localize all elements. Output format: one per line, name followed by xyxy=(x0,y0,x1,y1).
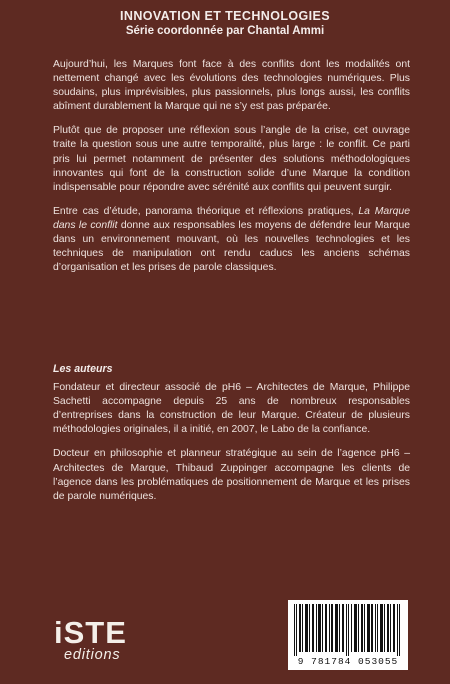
description-paragraph-2: Plutôt que de proposer une réflexion sous l’angle de la crise, cet ouvrage traite la question sous une autre temporalité, plus large : le conflit. Ce parti pris lui permet notamment de présenter des solutions méthodologiques innovantes qui font de la construction solide d’une Marque la condition indispensable pour répondre avec sérénité aux conflits qui peuvent surgir. xyxy=(53,125,410,193)
description-p3-lead: Entre cas d’étude, panorama théorique et réflexions pratiques, xyxy=(53,205,359,217)
logo-iste: iSTE xyxy=(54,615,127,650)
iste-editions-logo xyxy=(50,617,150,662)
series-subtitle: Série coordonnée par Chantal Ammi xyxy=(125,25,325,37)
logo-editions: editions xyxy=(64,647,121,663)
description-paragraph-3 xyxy=(53,205,410,275)
barcode-icon xyxy=(292,604,404,656)
book-title-inline: La Marque dans le conflit xyxy=(53,205,410,231)
author-bio-sachetti: Fondateur et directeur associé de pH6 – Architectes de Marque, Philippe Sachetti accompagne depuis 25 ans de nombreux responsables d’entreprises dans la construction de leur Marque. Créateur de plusieurs méthodologies originales, il a initié, en 2007, le Labo de la confiance. xyxy=(53,382,410,436)
isbn-barcode xyxy=(288,600,408,670)
book-description xyxy=(53,58,410,285)
description-p3-rest: donne aux responsables les moyens de défendre leur Marque dans un environnement mouvant, où les nouvelles technologies et les techniques de manipulation ont rendu caducs les anciens schémas d’organisation et les prises de parole classiques. xyxy=(53,219,411,274)
description-paragraph-1: Aujourd’hui, les Marques font face à des conflits dont les modalités ont nettement changé avec les évolutions des technologies numériques. Plus soudains, plus imprévisibles, plus passionnels, plus longs aussi, les conflits abîment durablement la Marque qui ne s’y est pas préparée. xyxy=(53,59,410,113)
authors-section xyxy=(53,362,410,504)
author-bio-zuppinger: Docteur en philosophie et planneur stratégique au sein de l’agence pH6 – Architectes de Marque, Thibaud Zuppinger accompagne les clients de l’agence dans les problématiques de positionnement de Marque et les prises de parole numériques. xyxy=(53,448,410,502)
series-title: INNOVATION ET TECHNOLOGIES xyxy=(120,9,330,23)
authors-heading: Les auteurs xyxy=(53,363,113,375)
isbn-number: 9 781784 053055 xyxy=(297,656,399,667)
series-header xyxy=(0,9,450,37)
